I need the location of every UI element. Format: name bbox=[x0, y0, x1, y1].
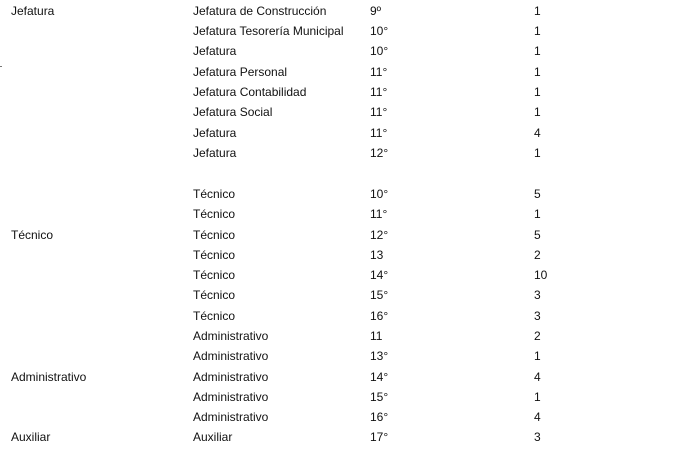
cargo-cell: Jefatura Social bbox=[193, 105, 273, 119]
grado-cell: 13 bbox=[370, 248, 384, 262]
grado-cell: 16° bbox=[370, 410, 389, 424]
cargo-cell: Administrativo bbox=[193, 329, 269, 343]
table-row bbox=[0, 306, 698, 326]
table-row bbox=[0, 204, 698, 224]
cargo-cell: Administrativo bbox=[193, 410, 269, 424]
table-row bbox=[0, 225, 698, 245]
grado-cell: 11° bbox=[370, 65, 388, 79]
cargo-cell: Técnico bbox=[193, 309, 236, 323]
cargo-cell: Técnico bbox=[193, 268, 236, 282]
cargo-cell: Técnico bbox=[193, 187, 236, 201]
cantidad-cell: 1 bbox=[534, 390, 541, 404]
cantidad-cell: 3 bbox=[534, 430, 541, 444]
grado-cell: 14° bbox=[370, 268, 389, 282]
grado-cell: 11° bbox=[370, 126, 388, 140]
table-row bbox=[0, 62, 698, 82]
cargo-cell: Auxiliar bbox=[193, 430, 233, 444]
cantidad-cell: 1 bbox=[534, 85, 541, 99]
cantidad-cell: 2 bbox=[534, 329, 541, 343]
table-row bbox=[0, 387, 698, 407]
cargo-cell: Administrativo bbox=[193, 349, 269, 363]
cargo-cell: Administrativo bbox=[193, 390, 269, 404]
cantidad-cell: 1 bbox=[534, 207, 541, 221]
cargo-cell: Administrativo bbox=[193, 370, 269, 384]
table-row bbox=[0, 184, 698, 204]
cantidad-cell: 1 bbox=[534, 4, 541, 18]
cantidad-cell: 1 bbox=[534, 24, 541, 38]
table-row bbox=[0, 1, 698, 21]
cantidad-cell: 2 bbox=[534, 248, 541, 262]
cantidad-cell: 3 bbox=[534, 309, 541, 323]
grado-cell: 15° bbox=[370, 288, 389, 302]
grado-cell: 10° bbox=[370, 187, 389, 201]
cantidad-cell: 10 bbox=[534, 268, 548, 282]
grado-cell: 10° bbox=[370, 24, 389, 38]
cargo-cell: Jefatura Contabilidad bbox=[193, 85, 307, 99]
cargo-cell: Jefatura de Construcción bbox=[193, 4, 327, 18]
table-row bbox=[0, 285, 698, 305]
grado-cell: 10° bbox=[370, 44, 389, 58]
table-row bbox=[0, 245, 698, 265]
grado-cell: 9º bbox=[370, 4, 382, 18]
cargo-cell: Técnico bbox=[193, 288, 236, 302]
table-row bbox=[0, 123, 698, 143]
grado-cell: 11° bbox=[370, 105, 388, 119]
grado-cell: 13° bbox=[370, 349, 389, 363]
cargo-cell: Jefatura bbox=[193, 146, 237, 160]
cargo-cell: Jefatura bbox=[193, 44, 237, 58]
table-row bbox=[0, 143, 698, 163]
planta-cell: Técnico bbox=[11, 228, 54, 242]
planta-cell: Auxiliar bbox=[11, 430, 51, 444]
cantidad-cell: 4 bbox=[534, 126, 541, 140]
grado-cell: 11° bbox=[370, 207, 388, 221]
table-row bbox=[0, 102, 698, 122]
cargo-cell: Técnico bbox=[193, 207, 236, 221]
cargo-cell: Jefatura Tesorería Municipal bbox=[193, 24, 344, 38]
cantidad-cell: 5 bbox=[534, 187, 541, 201]
table-row bbox=[0, 346, 698, 366]
table-row-spacer bbox=[0, 164, 698, 184]
grado-cell: 15° bbox=[370, 390, 389, 404]
cantidad-cell: 4 bbox=[534, 410, 541, 424]
grado-cell: 11 bbox=[370, 329, 383, 343]
table-row bbox=[0, 21, 698, 41]
cantidad-cell: 1 bbox=[534, 44, 541, 58]
cantidad-cell: 5 bbox=[534, 228, 541, 242]
cantidad-cell: 1 bbox=[534, 146, 541, 160]
grado-cell: 14° bbox=[370, 370, 389, 384]
table-row bbox=[0, 367, 698, 387]
planta-cell: Administrativo bbox=[11, 370, 87, 384]
cantidad-cell: 3 bbox=[534, 288, 541, 302]
cargo-cell: Jefatura bbox=[193, 126, 237, 140]
table-row bbox=[0, 265, 698, 285]
grado-cell: 17° bbox=[370, 430, 389, 444]
grado-cell: 11° bbox=[370, 85, 388, 99]
cantidad-cell: 1 bbox=[534, 105, 541, 119]
cargo-cell: Técnico bbox=[193, 228, 236, 242]
grado-cell: 16° bbox=[370, 309, 389, 323]
cantidad-cell: 4 bbox=[534, 370, 541, 384]
cargo-cell: Jefatura Personal bbox=[193, 65, 288, 79]
grado-cell: 12° bbox=[370, 228, 389, 242]
grado-cell: 12° bbox=[370, 146, 389, 160]
table-row bbox=[0, 326, 698, 346]
table-row bbox=[0, 427, 698, 447]
table-row bbox=[0, 407, 698, 427]
table-row bbox=[0, 41, 698, 61]
table-row bbox=[0, 82, 698, 102]
cantidad-cell: 1 bbox=[534, 349, 541, 363]
cantidad-cell: 1 bbox=[534, 65, 541, 79]
planta-cell: Jefatura bbox=[11, 4, 55, 18]
cargo-cell: Técnico bbox=[193, 248, 236, 262]
